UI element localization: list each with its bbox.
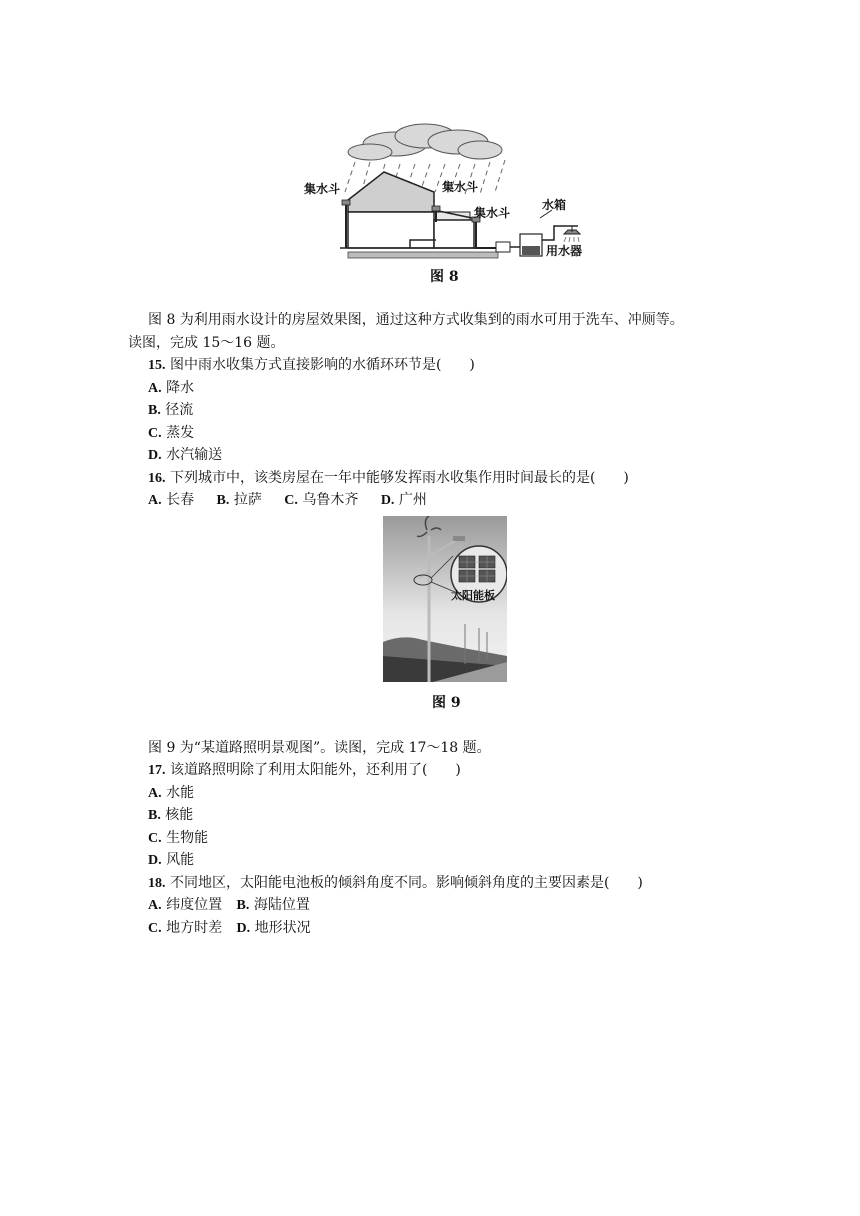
label-collector-mid: 集水斗 (442, 180, 479, 194)
figure-9-street-light-photo (383, 516, 507, 682)
option-text: 长春 (166, 492, 195, 508)
question-15 (148, 355, 475, 376)
cloud-icon (348, 124, 502, 160)
q17-option-b[interactable] (148, 805, 193, 826)
q18-options-row-2 (148, 918, 311, 939)
question-number: 18. (148, 876, 166, 891)
option-text: 纬度位置 (166, 897, 223, 913)
option-letter: D. (148, 853, 162, 868)
q15-option-c[interactable] (148, 423, 194, 444)
option-letter: D. (236, 921, 251, 936)
option-text: 核能 (165, 807, 194, 823)
question-18 (148, 873, 643, 894)
question-16 (148, 468, 629, 489)
option-text: 水汽输送 (166, 447, 223, 463)
q16-option-d[interactable] (381, 492, 427, 508)
label-tank: 水箱 (542, 198, 567, 212)
option-text: 拉萨 (233, 492, 262, 508)
question-number: 15. (148, 358, 166, 373)
q17-option-a[interactable] (148, 783, 194, 804)
option-text: 蒸发 (166, 425, 195, 441)
option-text: 水能 (166, 785, 195, 801)
question-stem: 下列城市中，该类房屋在一年中能够发挥雨水收集作用时间最长的是( ) (169, 470, 629, 486)
label-collector-right: 集水斗 (474, 206, 511, 220)
question-number: 16. (148, 471, 166, 486)
q15-option-d[interactable] (148, 445, 222, 466)
option-text: 地方时差 (166, 920, 223, 936)
q18-option-b[interactable] (237, 897, 310, 913)
option-letter: A. (148, 898, 162, 913)
q16-option-c[interactable] (284, 492, 358, 508)
intro-17-18: 图 9 为“某道路照明景观图”。读图，完成 17～18 题。 (148, 740, 491, 756)
question-stem: 该道路照明除了利用太阳能外，还利用了( ) (169, 762, 461, 778)
intro-15-16-line1: 图 8 为利用雨水设计的房屋效果图，通过这种方式收集到的雨水可用于洗车、冲厕等。 (148, 312, 684, 328)
option-letter: B. (216, 493, 230, 508)
option-letter: C. (148, 426, 162, 441)
q15-option-a[interactable] (148, 378, 194, 399)
option-text: 乌鲁木齐 (302, 492, 359, 508)
option-text: 径流 (165, 402, 194, 418)
question-stem: 不同地区，太阳能电池板的倾斜角度不同。影响倾斜角度的主要因素是( ) (169, 875, 643, 891)
question-stem: 图中雨水收集方式直接影响的水循环环节是( ) (169, 357, 475, 373)
option-letter: B. (236, 898, 250, 913)
q18-option-d[interactable] (237, 920, 311, 936)
q17-option-c[interactable] (148, 828, 208, 849)
q17-option-d[interactable] (148, 850, 194, 871)
option-letter: C. (284, 493, 298, 508)
option-letter: C. (148, 831, 162, 846)
question-17 (148, 760, 461, 781)
label-solar-panel: 太阳能板 (451, 589, 495, 602)
label-water-user: 用水器 (546, 244, 583, 258)
option-text: 生物能 (166, 830, 209, 846)
option-text: 地形状况 (254, 920, 311, 936)
q18-option-a[interactable] (148, 897, 222, 913)
q16-options-row (148, 490, 427, 511)
option-text: 降水 (166, 380, 195, 396)
label-collector-left: 集水斗 (304, 182, 341, 196)
option-letter: D. (380, 493, 395, 508)
option-letter: D. (148, 448, 162, 463)
option-text: 广州 (398, 492, 427, 508)
roof-main (348, 172, 434, 212)
filter-box (496, 242, 510, 252)
shower-icon (564, 226, 580, 242)
q18-option-c[interactable] (148, 920, 222, 936)
option-letter: B. (148, 808, 161, 823)
option-letter: A. (148, 381, 162, 396)
figure-8-caption: 图 8 (430, 269, 459, 285)
q18-options-row-1 (148, 895, 310, 916)
option-text: 风能 (166, 852, 195, 868)
question-number: 17. (148, 763, 166, 778)
option-letter: A. (148, 493, 162, 508)
figure-8-rainwater-house (300, 122, 590, 264)
option-letter: B. (148, 403, 161, 418)
intro-15-16-line2: 读图，完成 15～16 题。 (128, 335, 285, 351)
option-text: 海陆位置 (253, 897, 310, 913)
q16-option-a[interactable] (148, 492, 194, 508)
figure-9-caption: 图 9 (432, 695, 461, 711)
option-letter: A. (148, 786, 162, 801)
q16-option-b[interactable] (217, 492, 262, 508)
q15-option-b[interactable] (148, 400, 193, 421)
option-letter: C. (148, 921, 162, 936)
